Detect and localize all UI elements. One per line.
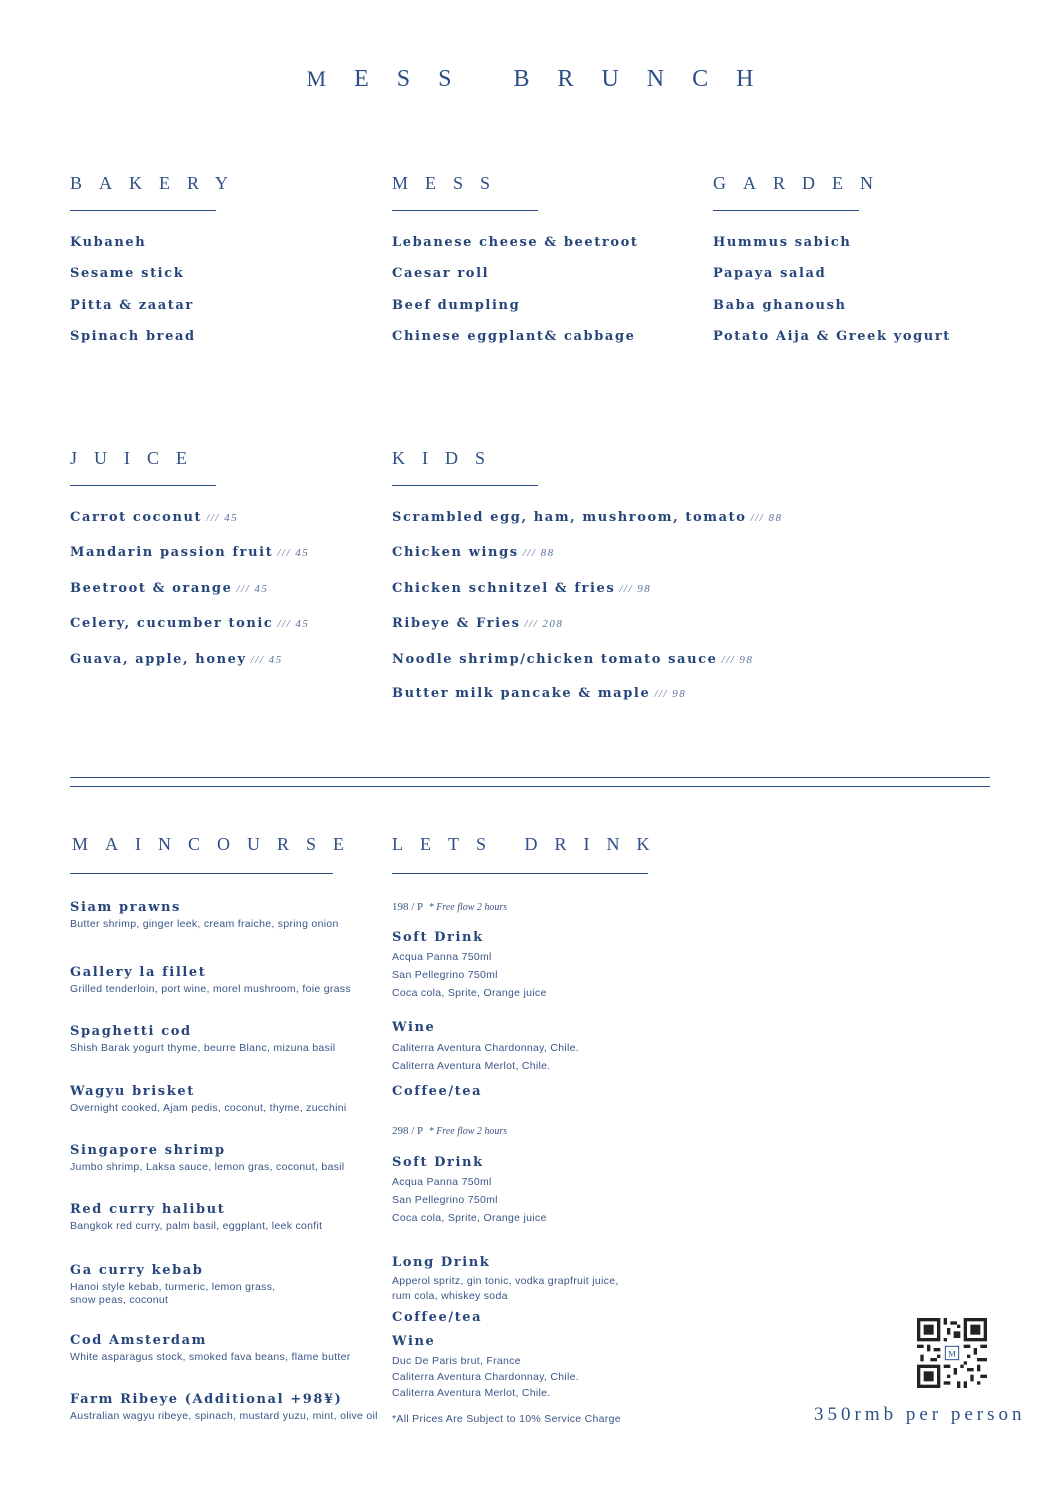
main-item-desc: Overnight cooked, Ajam pedis, coconut, thyme, zucchini	[70, 1102, 347, 1114]
main-item	[70, 1263, 380, 1307]
kids-item-price: /// 88	[522, 547, 555, 559]
main-item	[70, 1143, 380, 1174]
mess-item: Lebanese cheese & beetroot	[392, 235, 639, 250]
qr-code-icon[interactable]	[917, 1318, 987, 1388]
drink-line: Caliterra Aventura Chardonnay, Chile.	[392, 1042, 579, 1054]
juice-item	[70, 510, 238, 525]
maincourse-heading: MAINCOURSE	[72, 834, 362, 854]
price-per-person: 350rmb per person	[814, 1404, 1026, 1425]
mess-item: Caesar roll	[392, 266, 490, 281]
tier1-wine-title: Wine	[392, 1020, 436, 1035]
bakery-item: Sesame stick	[70, 266, 185, 281]
drink-line: Coca cola, Sprite, Orange juice	[392, 987, 547, 999]
main-item-name: Singapore shrimp	[70, 1143, 226, 1158]
kids-item-price: /// 98	[619, 583, 652, 595]
mess-item: Beef dumpling	[392, 298, 521, 313]
main-item-desc: Grilled tenderloin, port wine, morel mushroom, foie grass	[70, 983, 351, 995]
kids-item	[392, 510, 782, 525]
juice-item-name: Mandarin passion fruit	[70, 545, 274, 560]
main-item-name: Wagyu brisket	[70, 1084, 195, 1099]
bakery-heading: BAKERY	[70, 173, 246, 193]
main-item-name: Red curry halibut	[70, 1202, 226, 1217]
title-text: ESS BRUNCH	[354, 66, 782, 92]
garden-item: Hummus sabich	[713, 235, 852, 250]
main-item-name: Cod Amsterdam	[70, 1333, 207, 1348]
drinks-heading: LETS DRINK	[392, 834, 667, 854]
drink-line: rum cola, whiskey soda	[392, 1290, 508, 1302]
main-item-desc: Australian wagyu ribeye, spinach, mustard yuzu, mint, olive oil	[70, 1410, 378, 1422]
drink-line: Coca cola, Sprite, Orange juice	[392, 1212, 547, 1224]
drink-line: Caliterra Aventura Merlot, Chile.	[392, 1060, 551, 1072]
tier2-long-list	[392, 1274, 619, 1304]
bakery-item: Spinach bread	[70, 329, 196, 344]
juice-item-name: Beetroot & orange	[70, 581, 233, 596]
main-item	[70, 1202, 380, 1233]
main-item-desc: Butter shrimp, ginger leek, cream fraiche, spring onion	[70, 918, 339, 930]
main-item-name: Farm Ribeye (Additional +98¥)	[70, 1392, 343, 1407]
main-item-desc: Jumbo shrimp, Laksa sauce, lemon gras, coconut, basil	[70, 1161, 345, 1173]
garden-underline	[713, 210, 859, 211]
main-item	[70, 900, 380, 931]
main-item-desc: White asparagus stock, smoked fava beans, flame butter	[70, 1351, 351, 1363]
juice-item	[70, 652, 283, 667]
juice-item-name: Carrot coconut	[70, 510, 203, 525]
tier2-coffee-title: Coffee/tea	[392, 1310, 483, 1325]
kids-item	[392, 686, 686, 701]
kids-item-price: /// 98	[654, 688, 687, 700]
logo-mark: M	[306, 66, 355, 91]
juice-item-price: /// 45	[277, 618, 310, 630]
drink-line: Caliterra Aventura Merlot, Chile.	[392, 1387, 551, 1399]
mess-underline	[392, 210, 538, 211]
main-item-name: Ga curry kebab	[70, 1263, 204, 1278]
main-item	[70, 1392, 380, 1423]
bakery-item: Pitta & zaatar	[70, 298, 194, 313]
tier2-price: 298 / P	[392, 1125, 424, 1137]
drinks-underline	[392, 873, 648, 874]
main-item-desc: Hanoi style kebab, turmeric, lemon grass,	[70, 1281, 276, 1293]
juice-item	[70, 581, 268, 596]
main-item-name: Siam prawns	[70, 900, 181, 915]
mess-heading: MESS	[392, 173, 508, 193]
main-item	[70, 1024, 380, 1055]
garden-item: Baba ghanoush	[713, 298, 847, 313]
juice-item	[70, 616, 309, 631]
garden-heading: GARDEN	[713, 173, 890, 193]
drink-line: Acqua Panna 750ml	[392, 951, 492, 963]
main-item-desc: Shish Barak yogurt thyme, beurre Blanc, mizuna basil	[70, 1042, 336, 1054]
page-title	[0, 66, 1060, 93]
svg-text:M: M	[948, 1348, 956, 1359]
tier1-coffee-title: Coffee/tea	[392, 1084, 483, 1099]
main-item	[70, 965, 380, 996]
kids-item-name: Noodle shrimp/chicken tomato sauce	[392, 652, 718, 667]
tier1-price: 198 / P	[392, 901, 424, 913]
juice-item-price: /// 45	[277, 547, 310, 559]
main-item-name: Gallery la fillet	[70, 965, 207, 980]
mess-item: Chinese eggplant& cabbage	[392, 329, 636, 344]
tier1-note: * Free flow 2 hours	[428, 902, 508, 913]
juice-underline	[70, 485, 216, 486]
kids-item	[392, 616, 563, 631]
kids-item-price: /// 208	[524, 618, 564, 630]
tier2-note: * Free flow 2 hours	[428, 1126, 508, 1137]
main-item	[70, 1084, 380, 1115]
tier2-soft-list	[392, 1173, 547, 1227]
garden-item: Potato Aija & Greek yogurt	[713, 329, 951, 344]
kids-item-price: /// 98	[721, 654, 754, 666]
drink-line: Acqua Panna 750ml	[392, 1176, 492, 1188]
kids-item-name: Ribeye & Fries	[392, 616, 521, 631]
juice-item-name: Celery, cucumber tonic	[70, 616, 274, 631]
juice-item-price: /// 45	[236, 583, 269, 595]
service-charge-note: *All Prices Are Subject to 10% Service Charge	[392, 1413, 621, 1425]
tier1-soft-list	[392, 948, 547, 1002]
kids-underline	[392, 485, 538, 486]
tier2-long-title: Long Drink	[392, 1255, 491, 1270]
drink-line: Apperol spritz, gin tonic, vodka grapfruit juice,	[392, 1275, 619, 1287]
drink-line: San Pellegrino 750ml	[392, 969, 498, 981]
bakery-item: Kubaneh	[70, 235, 147, 250]
juice-item-price: /// 45	[250, 654, 283, 666]
drink-line: Duc De Paris brut, France	[392, 1355, 521, 1367]
drink-line: San Pellegrino 750ml	[392, 1194, 498, 1206]
kids-heading: KIDS	[392, 448, 503, 468]
main-item-name: Spaghetti cod	[70, 1024, 192, 1039]
kids-item	[392, 652, 753, 667]
tier2-wine-list	[392, 1353, 579, 1401]
juice-item	[70, 545, 309, 560]
kids-item-price: /// 88	[750, 512, 783, 524]
tier2-soft-title: Soft Drink	[392, 1155, 484, 1170]
kids-item	[392, 545, 555, 560]
section-divider-top	[70, 777, 990, 778]
juice-item-name: Guava, apple, honey	[70, 652, 247, 667]
kids-item	[392, 581, 651, 596]
bakery-underline	[70, 210, 216, 211]
kids-item-name: Chicken wings	[392, 545, 519, 560]
tier2-wine-title: Wine	[392, 1334, 436, 1349]
garden-item: Papaya salad	[713, 266, 827, 281]
tier2-price-note	[392, 1125, 507, 1137]
maincourse-underline	[70, 873, 333, 874]
kids-item-name: Butter milk pancake & maple	[392, 686, 651, 701]
tier1-wine-list	[392, 1039, 579, 1075]
kids-item-name: Chicken schnitzel & fries	[392, 581, 616, 596]
juice-item-price: /// 45	[206, 512, 239, 524]
section-divider-bottom	[70, 786, 990, 787]
tier1-price-note	[392, 901, 507, 913]
tier1-soft-title: Soft Drink	[392, 930, 484, 945]
drink-line: Caliterra Aventura Chardonnay, Chile.	[392, 1371, 579, 1383]
main-item	[70, 1333, 380, 1364]
juice-heading: JUICE	[70, 448, 204, 468]
main-item-desc: snow peas, coconut	[70, 1294, 169, 1306]
kids-item-name: Scrambled egg, ham, mushroom, tomato	[392, 510, 747, 525]
main-item-desc: Bangkok red curry, palm basil, eggplant, leek confit	[70, 1220, 323, 1232]
